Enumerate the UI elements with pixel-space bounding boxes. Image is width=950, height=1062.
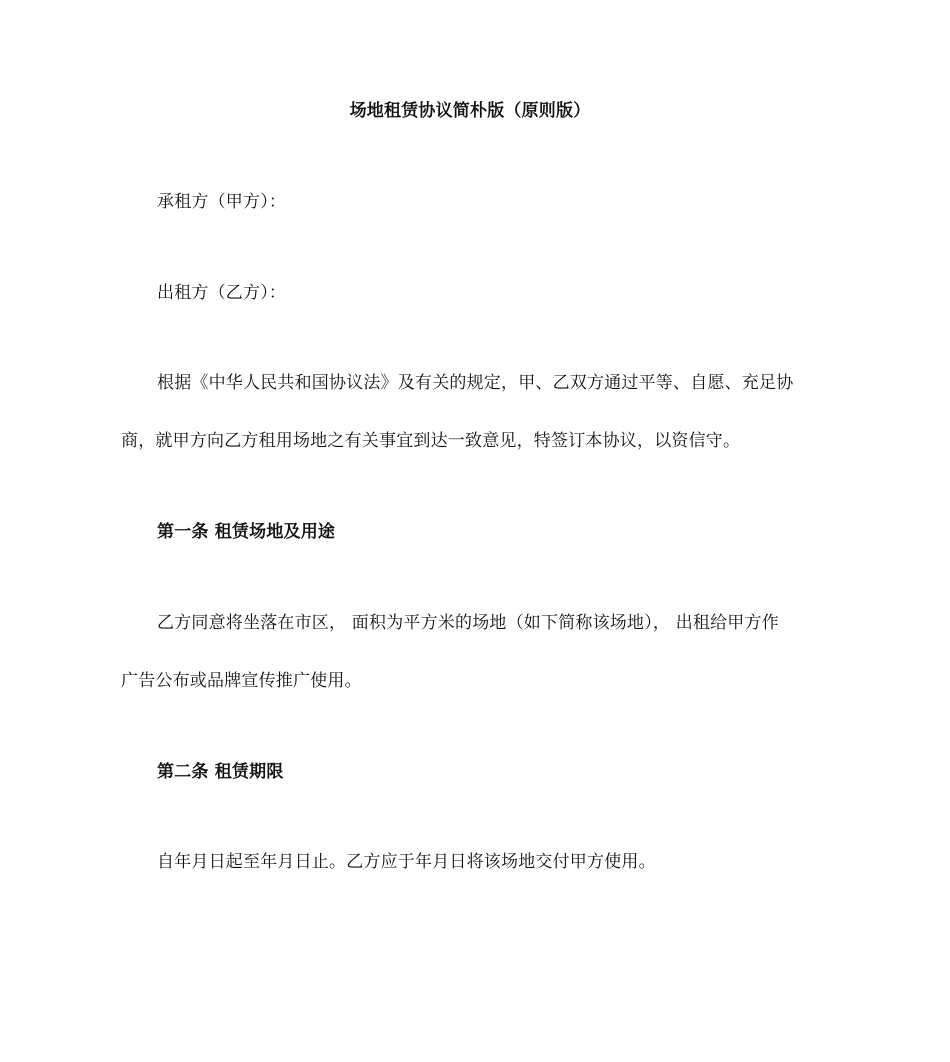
party-b-label: 出租方（乙方）： bbox=[157, 283, 287, 303]
article-1-heading: 第一条 租赁场地及用途 bbox=[157, 522, 336, 542]
preamble-line-1: 根据《中华人民共和国协议法》及有关的规定，甲、乙双方通过平等、自愿、充足协 bbox=[157, 373, 794, 393]
article-1-line-1: 乙方同意将坐落在市区， 面积为平方米的场地（如下简称该场地）， 出租给甲方作 bbox=[157, 613, 779, 633]
article-1-line-2: 广告公布或品牌宣传推广使用。 bbox=[121, 671, 362, 691]
article-2-line-1: 自年月日起至年月日止。乙方应于年月日将该场地交付甲方使用。 bbox=[157, 852, 656, 872]
preamble-line-2: 商，就甲方向乙方租用场地之有关事宜到达一致意见，特签订本协议，以资信守。 bbox=[121, 431, 741, 451]
document-title: 场地租赁协议简朴版（原则版） bbox=[349, 101, 591, 121]
party-a-label: 承租方（甲方）： bbox=[157, 192, 287, 212]
article-2-heading: 第二条 租赁期限 bbox=[157, 762, 284, 782]
